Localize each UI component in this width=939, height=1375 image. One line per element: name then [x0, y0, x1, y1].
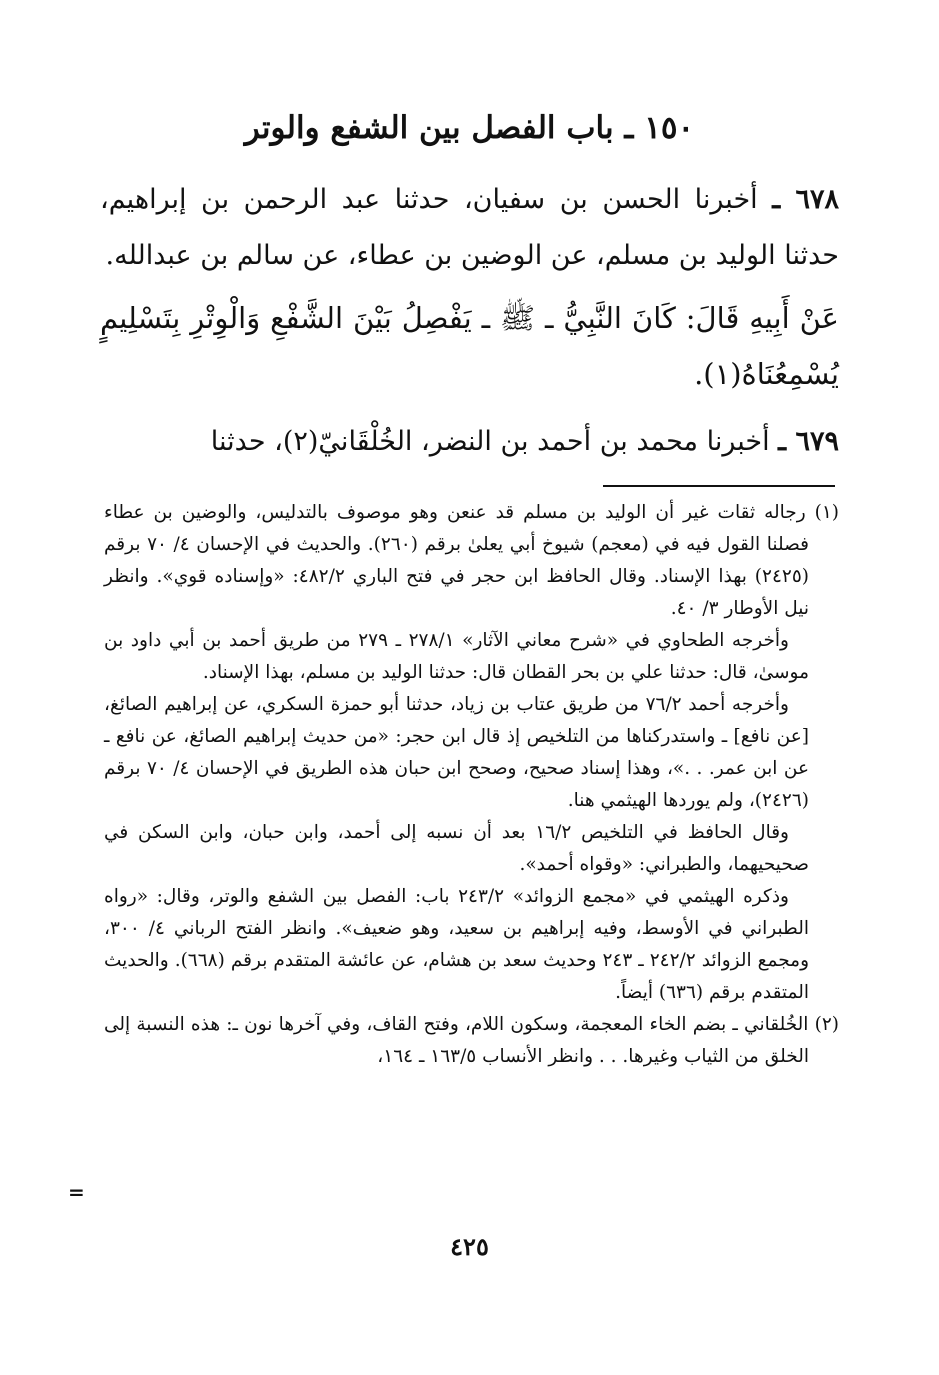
main-text — [100, 172, 839, 470]
footnote-1: (١) رجاله ثقات غير أن الوليد بن مسلم قد عنعن وهو موصوف بالتدليس، والوضين بن عطاء فصلنا القول فيه في (معجم) شيوخ أبي يعلىٰ برقم (٢٦٠). والحديث في الإحسان ٤/ ٧٠ برقم (٢٤٢٥) بهذا الإسناد. وقال الحافظ ابن حجر في فتح الباري ٤٨٢/٢: «وإسناده قوي». وانظر نيل الأوطار ٣/ ٤٠. — [104, 502, 839, 619]
footnote-2: (٢) الخُلقاني ـ بضم الخاء المعجمة، وسكون اللام، وفتح القاف، وفي آخرها نون ـ: هذه النسبة إلى الخلق من الثياب وغيرها. . . وانظر الأنساب ١٦٣/٥ ـ ١٦٤، — [104, 1014, 839, 1067]
hadith-678-isnad — [100, 172, 839, 284]
continuation-mark: = — [68, 1180, 85, 1204]
hadith-679-start — [100, 414, 839, 470]
isnad-text: أخبرنا محمد بن أحمد بن النضر، الخُلْقَانيّ(٢)، حدثنا — [210, 426, 779, 457]
chapter-title: ١٥٠ ـ باب الفصل بين الشفع والوتر — [244, 110, 695, 146]
footnotes — [104, 497, 839, 1073]
footnote-1-paragraph: وقال الحافظ في التلخيص ١٦/٢ بعد أن نسبه إلى أحمد، وابن حبان، وابن السكن في صحيحيهما، والطبراني: «وقواه أحمد». — [104, 822, 809, 875]
footnote-1-paragraph: وأخرجه أحمد ٧٦/٢ من طريق عتاب بن زياد، حدثنا أبو حمزة السكري، عن إبراهيم الصائغ، [عن نافع] ـ واستدركناها من التلخيص إذ قال ابن حجر: «من حديث إبراهيم الصائغ، عن نافع ـ عن ابن عمر. . .»، وهذا إسناد صحيح، وصحح ابن حبان هذه الطريق في الإحسان ٤/ ٧٠ برقم (٢٤٢٦)، ولم يوردها الهيثمي هنا. — [104, 694, 809, 811]
footnote-1-paragraph: وذكره الهيثمي في «مجمع الزوائد» ٢٤٣/٢ باب: الفصل بين الشفع والوتر، وقال: «رواه الطبراني في الأوسط، وفيه إبراهيم بن سعيد، وهو ضعيف». وانظر الفتح الرباني ٤/ ٣٠٠، ومجمع الزوائد ٢٤٢/٢ ـ ٢٤٣ وحديث سعد بن هشام، عن عائشة المتقدم برقم (٦٦٨). والحديث المتقدم برقم (٦٣٦) أيضاً. — [104, 886, 810, 1003]
hadith-number: ٦٧٨ ـ — [772, 184, 839, 215]
footnote-separator — [603, 485, 835, 487]
isnad-text: أخبرنا الحسن بن سفيان، حدثنا عبد الرحمن بن إبراهيم، حدثنا الوليد بن مسلم، عن الوضين بن عطاء، عن سالم بن عبدالله. — [100, 184, 839, 271]
footnote-1-paragraph: وأخرجه الطحاوي في «شرح معاني الآثار» ٢٧٨/١ ـ ٢٧٩ من طريق أحمد بن أبي داود بن موسىٰ، قال: حدثنا علي بن بحر القطان قال: حدثنا الوليد بن مسلم، بهذا الإسناد. — [104, 630, 809, 683]
page-number: ٤٢٥ — [450, 1232, 489, 1261]
hadith-number: ٦٧٩ ـ — [778, 426, 839, 457]
hadith-678-matn: عَنْ أَبِيهِ قَالَ: كَانَ النَّبِيُّ ـ ﷺ ـ يَفْصِلُ بَيْنَ الشَّفْعِ وَالْوِتْرِ بِتَسْلِيمٍ يُسْمِعُنَاهُ(١). — [100, 301, 839, 391]
